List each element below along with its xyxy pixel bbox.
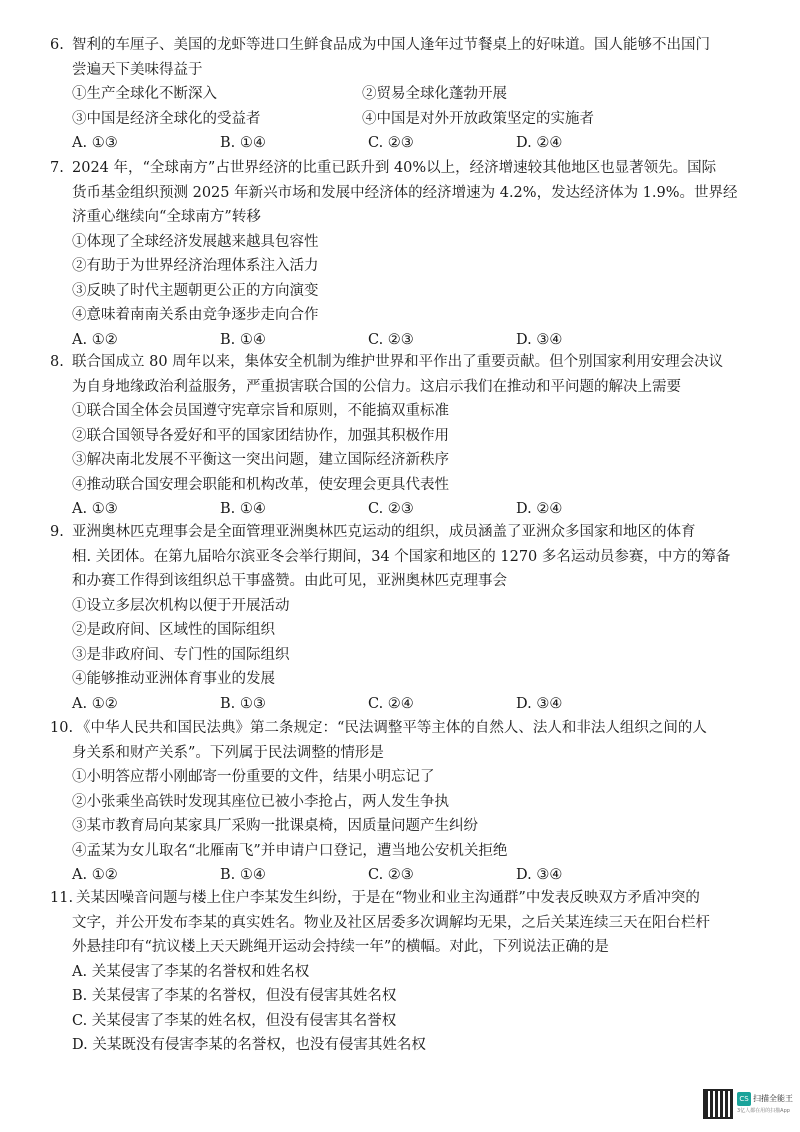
option: ①生产全球化不断深入 <box>72 86 217 102</box>
choice: C. ②④ <box>368 695 414 712</box>
question-number: 9. <box>50 524 64 540</box>
question-stem: 10. 《中华人民共和国民法典》第二条规定：“民法调整平等主体的自然人、法人和非法人组织之间的人 <box>50 716 762 741</box>
choice: D. ②④ <box>516 135 563 151</box>
question-8: 8. 联合国成立 80 周年以来，集体安全机制为维护世界和平作出了重要贡献。但个别国家利用安理会决议 为自身地缘政治利益服务，严重损害联合国的公信力。这启示我们在推动和平问题的解决上需要 ①联合国全体会员国遵守宪章宗旨和原则，不能搞双重标准 ②联合国领导各爱好和平的国家团结协作，加强其积极作用 ③解决南北发展不平衡这一突出问题，建立国际经济新秩序 ④推动联合国安理会职能和机构改革，使安理会更具代表性 A. ①③ B. ①④ C. ②③ D. ②④ <box>50 350 762 522</box>
answer-choices <box>50 131 762 156</box>
answer-choices <box>50 328 762 353</box>
choice: B. ①④ <box>220 331 266 348</box>
question-stem: 9. 亚洲奥林匹克理事会是全面管理亚洲奥林匹克运动的组织，成员涵盖了亚洲众多国家和地区的体育 <box>50 520 762 545</box>
question-7: 7. 2024 年，“全球南方”占世界经济的比重已跃升到 40%以上，经济增速较其他地区也显著领先。国际 货币基金组织预测 2025 年新兴市场和发展中经济体的经济增速为 4.2%，发达经济体为 1.9%。世界经 济重心继续向“全球南方”转移 ①体现了全球经济发展越来越具包容性 ②有助于为世界经济治理体系注入活力 ③反映了时代主题朝更公正的方向演变 ④意味着南南关系由竞争逐步走向合作 A. ①② B. ①④ C. ②③ D. ③④ <box>50 156 762 352</box>
choice: B. ①③ <box>220 695 266 712</box>
question-10: 10. 《中华人民共和国民法典》第二条规定：“民法调整平等主体的自然人、法人和非法人组织之间的人 身关系和财产关系”。下列属于民法调整的情形是 ①小明答应帮小刚邮寄一份重要的文件，结果小明忘记了 ②小张乘坐高铁时发现其座位已被小李抢占，两人发生争执 ③某市教育局向某家具厂采购一批课桌椅，因质量问题产生纠纷 ④孟某为女儿取名“北雁南飞”并申请户口登记，遭当地公安机关拒绝 A. ①② B. ①④ C. ②③ D. ③④ <box>50 716 762 888</box>
option: ②贸易全球化蓬勃开展 <box>362 86 507 102</box>
option: ①小明答应帮小刚邮寄一份重要的文件，结果小明忘记了 <box>72 769 435 785</box>
option: ②有助于为世界经济治理体系注入活力 <box>72 258 319 274</box>
choice: D. ③④ <box>516 331 563 348</box>
option: ②小张乘坐高铁时发现其座位已被小李抢占，两人发生争执 <box>72 793 449 810</box>
question-number: 10. <box>50 720 74 736</box>
options-row <box>50 82 762 107</box>
option: ③是非政府间、专门性的国际组织 <box>72 646 290 663</box>
choice: B. ①④ <box>220 135 266 151</box>
option: A. 关某侵害了李某的名誉权和姓名权 <box>72 963 310 980</box>
choice: C. ②③ <box>368 867 414 883</box>
option: C. 关某侵害了李某的姓名权，但没有侵害其名誉权 <box>72 1012 397 1029</box>
option: B. 关某侵害了李某的名誉权，但没有侵害其姓名权 <box>72 988 397 1004</box>
question-6: 6. 智利的车厘子、美国的龙虾等进口生鲜食品成为中国人逢年过节餐桌上的好味道。国人能够不出国门 尝遍天下美味得益于 ①生产全球化不断深入 ②贸易全球化蓬勃开展 ③中国是经济全球化的受益者 ④中国是对外开放政策坚定的实施者 A. ①③ B. ①④ C. ②③ D. ②④ <box>50 33 762 156</box>
option: ④中国是对外开放政策坚定的实施者 <box>362 110 594 127</box>
question-number: 8. <box>50 354 64 370</box>
option: ④孟某为女儿取名“北雁南飞”并申请户口登记，遭当地公安机关拒绝 <box>72 842 508 859</box>
qr-code-icon <box>703 1089 733 1119</box>
choice: A. ①② <box>72 695 118 712</box>
question-stem: 6. 智利的车厘子、美国的龙虾等进口生鲜食品成为中国人逢年过节餐桌上的好味道。国人能够不出国门 <box>50 33 762 58</box>
option: ③某市教育局向某家具厂采购一批课桌椅，因质量问题产生纠纷 <box>72 818 478 834</box>
choice: D. ③④ <box>516 695 563 712</box>
option: ①联合国全体会员国遵守宪章宗旨和原则，不能搞双重标准 <box>72 403 449 419</box>
choice: B. ①④ <box>220 867 266 883</box>
option: ②联合国领导各爱好和平的国家团结协作，加强其积极作用 <box>72 427 449 444</box>
camscanner-logo-icon: CS <box>737 1092 751 1106</box>
question-stem: 8. 联合国成立 80 周年以来，集体安全机制为维护世界和平作出了重要贡献。但个别国家利用安理会决议 <box>50 350 762 375</box>
question-11: 11. 关某因噪音问题与楼上住户李某发生纠纷，于是在“物业和业主沟通群”中发表反映双方矛盾冲突的 文字，并公开发布李某的真实姓名。物业及社区居委多次调解均无果，之后关某连续三天在阳台栏杆 外悬挂印有“抗议楼上天天跳绳开运动会持续一年”的横幅。对此，下列说法正确的是 A. 关某侵害了李某的名誉权和姓名权 B. 关某侵害了李某的名誉权，但没有侵害其姓名权 C. 关某侵害了李某的姓名权，但没有侵害其名誉权 D. 关某既没有侵害李某的名誉权，也没有侵害其姓名权 <box>50 886 762 1058</box>
option: ③中国是经济全球化的受益者 <box>72 110 261 127</box>
option: ④能够推动亚洲体育事业的发展 <box>72 671 275 687</box>
choice: A. ①② <box>72 867 118 883</box>
option: D. 关某既没有侵害李某的名誉权，也没有侵害其姓名权 <box>72 1037 426 1053</box>
choice: A. ①② <box>72 331 118 348</box>
choice: B. ①④ <box>220 501 266 517</box>
choice: A. ①③ <box>72 135 118 151</box>
question-number: 6. <box>50 37 64 53</box>
option: ①设立多层次机构以便于开展活动 <box>72 597 290 614</box>
scanner-watermark <box>703 1086 793 1122</box>
answer-choices <box>50 497 762 522</box>
answer-choices <box>50 863 762 888</box>
question-number: 7. <box>50 160 64 176</box>
question-number: 11. <box>50 890 74 906</box>
option: ③解决南北发展不平衡这一突出问题，建立国际经济新秩序 <box>72 452 449 468</box>
scanner-text: CS 扫描全能王 3亿人都在用的扫描App <box>737 1094 793 1114</box>
option: ④意味着南南关系由竞争逐步走向合作 <box>72 307 319 323</box>
choice: C. ②③ <box>368 331 414 348</box>
options-row <box>50 107 762 132</box>
question-stem: 7. 2024 年，“全球南方”占世界经济的比重已跃升到 40%以上，经济增速较其他地区也显著领先。国际 <box>50 156 762 181</box>
choice: C. ②③ <box>368 135 414 151</box>
option: ③反映了时代主题朝更公正的方向演变 <box>72 282 319 299</box>
answer-choices <box>50 692 762 717</box>
question-stem: 11. 关某因噪音问题与楼上住户李某发生纠纷，于是在“物业和业主沟通群”中发表反映双方矛盾冲突的 <box>50 886 762 911</box>
option: ④推动联合国安理会职能和机构改革，使安理会更具代表性 <box>72 476 449 493</box>
choice: D. ②④ <box>516 501 563 517</box>
option: ②是政府间、区域性的国际组织 <box>72 622 275 638</box>
choice: A. ①③ <box>72 501 118 517</box>
choice: C. ②③ <box>368 501 414 517</box>
question-9: 9. 亚洲奥林匹克理事会是全面管理亚洲奥林匹克运动的组织，成员涵盖了亚洲众多国家和地区的体育 相. 关团体。在第九届哈尔滨亚冬会举行期间，34 个国家和地区的 1270 多名运动员参赛，中方的筹备 和办赛工作得到该组织总干事盛赞。由此可见，亚洲奥林匹克理事会 ①设立多层次机构以便于开展活动 ②是政府间、区域性的国际组织 ③是非政府间、专门性的国际组织 ④能够推动亚洲体育事业的发展 A. ①② B. ①③ C. ②④ D. ③④ <box>50 520 762 716</box>
choice: D. ③④ <box>516 867 563 883</box>
option: ①体现了全球经济发展越来越具包容性 <box>72 233 319 250</box>
